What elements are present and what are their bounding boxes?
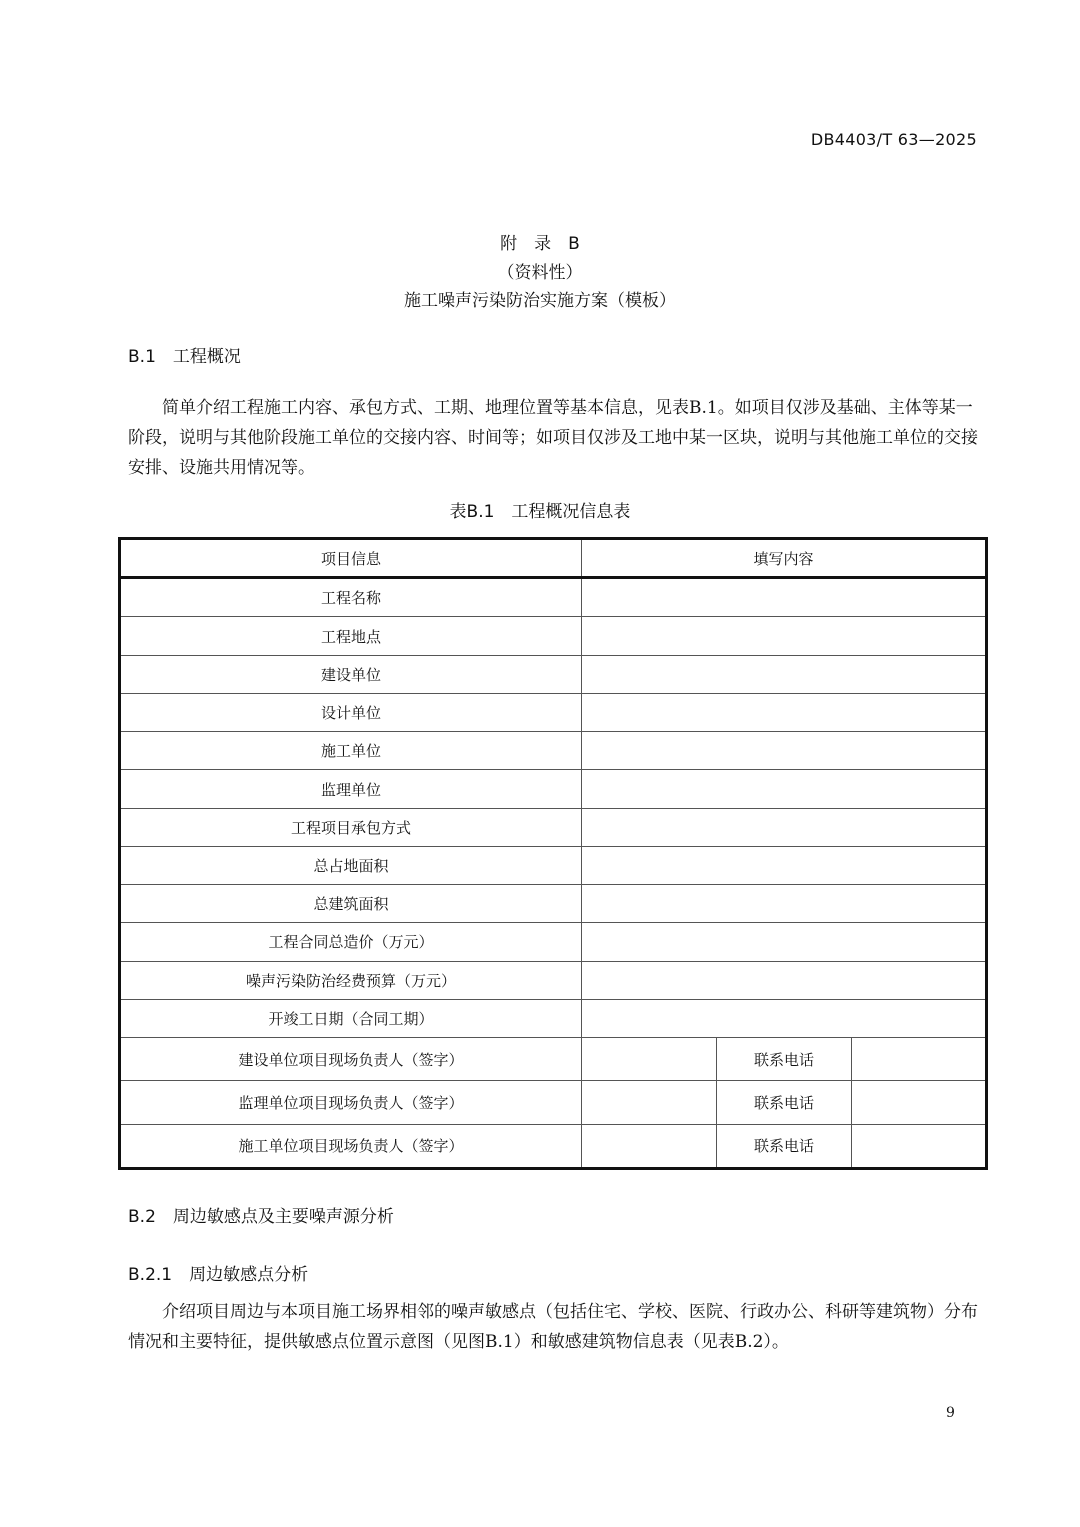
section-b2-1-paragraph: 介绍项目周边与本项目施工场界相邻的噪声敏感点（包括住宅、学校、医院、行政办公、科研等建筑物）分布情况和主要特征，提供敏感点位置示意图（见图B.1）和敏感建筑物信息表（见表B.2）。: [128, 1302, 978, 1352]
table-row: [120, 655, 987, 693]
table-row: [120, 578, 987, 617]
row-value-cell[interactable]: [582, 808, 987, 846]
appendix-subject: 施工噪声污染防治实施方案（模板）: [404, 291, 676, 311]
row-label: 总建筑面积: [120, 885, 582, 923]
signature-label: 施工单位项目现场负责人（签字）: [120, 1124, 582, 1168]
table-row: [120, 846, 987, 884]
row-value-cell[interactable]: [582, 578, 987, 617]
row-label: 噪声污染防治经费预算（万元）: [120, 961, 582, 999]
table-row: [120, 617, 987, 655]
row-label: 总占地面积: [120, 846, 582, 884]
row-label: 建设单位: [120, 655, 582, 693]
table-row: [120, 770, 987, 808]
table-row: [120, 961, 987, 999]
signature-cell[interactable]: [582, 1038, 717, 1081]
signature-row: [120, 1038, 987, 1081]
table-row: [120, 923, 987, 961]
table-header-row: [120, 539, 987, 578]
row-label: 工程地点: [120, 617, 582, 655]
section-b1-paragraph: 简单介绍工程施工内容、承包方式、工期、地理位置等基本信息，见表B.1。如项目仅涉及基础、主体等某一阶段，说明与其他阶段施工单位的交接内容、时间等；如项目仅涉及工地中某一区块，说明与其他施工单位的交接安排、设施共用情况等。: [128, 398, 978, 478]
contact-phone-cell[interactable]: [852, 1124, 987, 1168]
signature-label: 监理单位项目现场负责人（签字）: [120, 1081, 582, 1124]
row-value-cell[interactable]: [582, 617, 987, 655]
row-value-cell[interactable]: [582, 846, 987, 884]
signature-cell[interactable]: [582, 1081, 717, 1124]
row-label: 施工单位: [120, 732, 582, 770]
appendix-title: 附 录 B: [500, 234, 580, 254]
row-value-cell[interactable]: [582, 923, 987, 961]
contact-phone-label: 联系电话: [717, 1038, 852, 1081]
row-label: 工程项目承包方式: [120, 808, 582, 846]
appendix-type: （资料性）: [497, 263, 583, 283]
row-value-cell[interactable]: [582, 961, 987, 999]
signature-row: [120, 1081, 987, 1124]
header-fill-content: 填写内容: [582, 539, 987, 578]
table-caption: 表B.1 工程概况信息表: [449, 502, 631, 522]
signature-label: 建设单位项目现场负责人（签字）: [120, 1038, 582, 1081]
row-label: 开竣工日期（合同工期）: [120, 999, 582, 1037]
table-row: [120, 732, 987, 770]
row-label: 设计单位: [120, 693, 582, 731]
document-code: DB4403/T 63—2025: [810, 130, 977, 149]
table-row: [120, 693, 987, 731]
row-value-cell[interactable]: [582, 732, 987, 770]
signature-cell[interactable]: [582, 1124, 717, 1168]
table-row: [120, 999, 987, 1037]
contact-phone-cell[interactable]: [852, 1038, 987, 1081]
project-info-table: [118, 537, 988, 1170]
section-heading-b2-1: B.2.1 周边敏感点分析: [128, 1265, 309, 1285]
contact-phone-cell[interactable]: [852, 1081, 987, 1124]
row-label: 工程合同总造价（万元）: [120, 923, 582, 961]
row-value-cell[interactable]: [582, 655, 987, 693]
row-value-cell[interactable]: [582, 693, 987, 731]
row-label: 监理单位: [120, 770, 582, 808]
row-value-cell[interactable]: [582, 999, 987, 1037]
row-value-cell[interactable]: [582, 770, 987, 808]
table-row: [120, 808, 987, 846]
row-value-cell[interactable]: [582, 885, 987, 923]
page-number: 9: [946, 1405, 955, 1421]
section-heading-b2: B.2 周边敏感点及主要噪声源分析: [128, 1207, 394, 1227]
table-row: [120, 885, 987, 923]
row-label: 工程名称: [120, 578, 582, 617]
header-project-info: 项目信息: [120, 539, 582, 578]
contact-phone-label: 联系电话: [717, 1081, 852, 1124]
signature-row: [120, 1124, 987, 1168]
contact-phone-label: 联系电话: [717, 1124, 852, 1168]
section-heading-b1: B.1 工程概况: [128, 347, 241, 367]
